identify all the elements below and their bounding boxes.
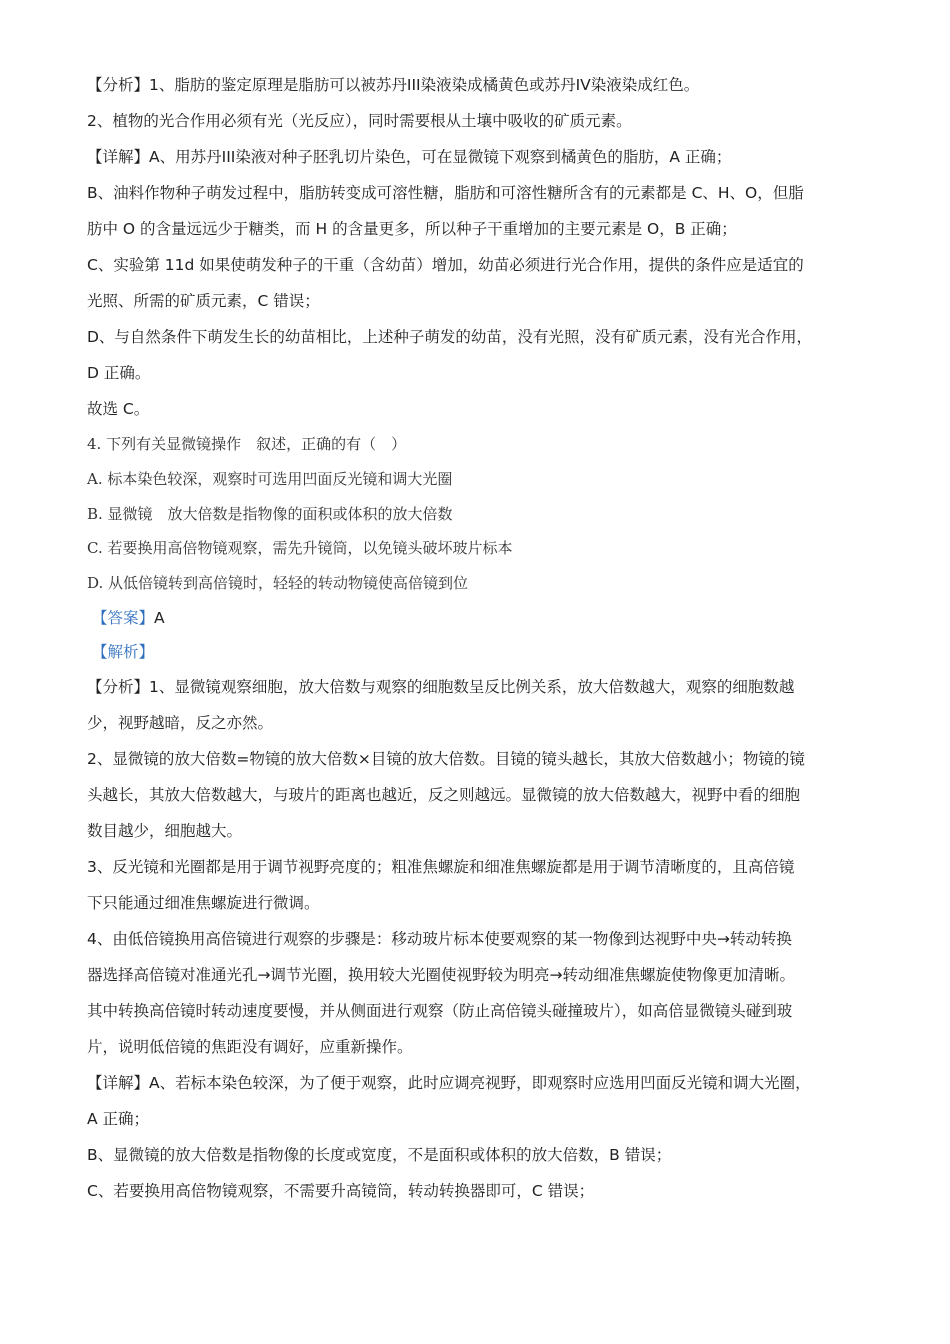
line-29 (87, 1066, 950, 1100)
line-text: 器选择高倍镜对准通光孔→调节光圈，换用较大光圈使视野较为明亮→转动细准焦螺旋使物像更加清晰。 (87, 966, 795, 984)
section-tag: 【详解】 (87, 1074, 150, 1092)
option-d (87, 566, 950, 600)
line-text: 其中转换高倍镜时转动速度要慢，并从侧面进行观察（防止高倍镜头碰撞玻片），如高倍显微镜头碰到玻 (87, 1002, 793, 1020)
line-text: B. 显微镜 放大倍数是指物像的面积或体积的放大倍数 (87, 505, 453, 523)
line-31 (87, 1138, 950, 1172)
line-text: D、与自然条件下萌发生长的幼苗相比，上述种子萌发的幼苗，没有光照，没有矿质元素，没有光合作用， (87, 328, 812, 346)
answer-line (92, 601, 950, 635)
line-20 (87, 742, 950, 776)
line-05 (87, 212, 950, 246)
line-03 (87, 140, 950, 174)
line-01 (87, 68, 950, 102)
line-text: 4、由低倍镜换用高倍镜进行观察的步骤是：移动玻片标本使要观察的某一物像到达视野中央→转动转换 (87, 930, 792, 948)
answer-tag: 【答案】 (92, 609, 155, 627)
line-09 (87, 356, 950, 390)
section-tag: 【详解】 (87, 148, 150, 166)
line-06 (87, 248, 950, 282)
line-text: A、若标本染色较深，为了便于观察，此时应调亮视野，即观察时应选用凹面反光镜和调大光圈， (149, 1074, 811, 1092)
line-text: 1、显微镜观察细胞，放大倍数与观察的细胞数呈反比例关系，放大倍数越大，观察的细胞数越 (149, 678, 795, 696)
line-text: 光照、所需的矿质元素，C 错误； (87, 292, 320, 310)
section-tag: 【分析】 (87, 76, 150, 94)
line-08 (87, 320, 950, 354)
analysis-tag: 【解析】 (92, 643, 155, 661)
line-text: D. 从低倍镜转到高倍镜时，轻轻的转动物镜使高倍镜到位 (87, 574, 469, 592)
line-text: 片，说明低倍镜的焦距没有调好，应重新操作。 (87, 1038, 413, 1056)
line-text: 4. 下列有关显微镜操作 叙述，正确的有（ ） (87, 435, 407, 453)
line-text: 少，视野越暗，反之亦然。 (87, 714, 274, 732)
line-text: C、若要换用高倍物镜观察，不需要升高镜筒，转动转换器即可，C 错误； (87, 1182, 595, 1200)
line-text: B、显微镜的放大倍数是指物像的长度或宽度，不是面积或体积的放大倍数，B 错误； (87, 1146, 672, 1164)
line-text: A、用苏丹III染液对种子胚乳切片染色，可在显微镜下观察到橘黄色的脂肪，A 正确； (149, 148, 732, 166)
line-text: B、油料作物种子萌发过程中，脂肪转变成可溶性糖，脂肪和可溶性糖所含有的元素都是 C、H、O，但脂 (87, 184, 804, 202)
line-27 (87, 994, 950, 1028)
line-text: C、实验第 11d 如果使萌发种子的干重（含幼苗）增加，幼苗必须进行光合作用，提供的条件应是适宜的 (87, 256, 804, 274)
line-text: A. 标本染色较深，观察时可选用凹面反光镜和调大光圈 (87, 470, 453, 488)
line-32 (87, 1174, 950, 1208)
line-04 (87, 176, 950, 210)
line-22 (87, 814, 950, 848)
line-text: 数目越少，细胞越大。 (87, 822, 243, 840)
line-24 (87, 886, 950, 920)
answer-value: A (154, 609, 165, 627)
line-30 (87, 1102, 950, 1136)
line-text: C. 若要换用高倍物镜观察，需先升镜筒，以免镜头破坏玻片标本 (87, 539, 513, 557)
analysis-heading (92, 635, 950, 669)
line-text: 2、显微镜的放大倍数=物镜的放大倍数×目镜的放大倍数。目镜的镜头越长，其放大倍数越小；物镜的镜 (87, 750, 805, 768)
line-text: 1、脂肪的鉴定原理是脂肪可以被苏丹III染液染成橘黄色或苏丹IV染液染成红色。 (149, 76, 700, 94)
line-10 (87, 392, 950, 426)
line-07 (87, 284, 950, 318)
line-text: 故选 C。 (87, 400, 150, 418)
line-26 (87, 958, 950, 992)
line-25 (87, 922, 950, 956)
line-text: 肪中 O 的含量远远少于糖类，而 H 的含量更多，所以种子干重增加的主要元素是 O，B 正确； (87, 220, 737, 238)
line-21 (87, 778, 950, 812)
question-stem (87, 427, 950, 461)
option-b (87, 497, 950, 531)
option-a (87, 462, 950, 496)
line-text: 下只能通过细准焦螺旋进行微调。 (87, 894, 320, 912)
line-28 (87, 1030, 950, 1064)
line-text: A 正确； (87, 1110, 150, 1128)
section-tag: 【分析】 (87, 678, 150, 696)
option-c (87, 531, 950, 565)
line-text: 头越长，其放大倍数越大，与玻片的距离也越近，反之则越远。显微镜的放大倍数越大，视野中看的细胞 (87, 786, 801, 804)
line-text: 2、植物的光合作用必须有光（光反应），同时需要根从土壤中吸收的矿质元素。 (87, 112, 632, 130)
line-text: D 正确。 (87, 364, 151, 382)
line-23 (87, 850, 950, 884)
line-02 (87, 104, 950, 138)
line-18 (87, 670, 950, 704)
line-19 (87, 706, 950, 740)
line-text: 3、反光镜和光圈都是用于调节视野亮度的；粗准焦螺旋和细准焦螺旋都是用于调节清晰度的，且高倍镜 (87, 858, 795, 876)
